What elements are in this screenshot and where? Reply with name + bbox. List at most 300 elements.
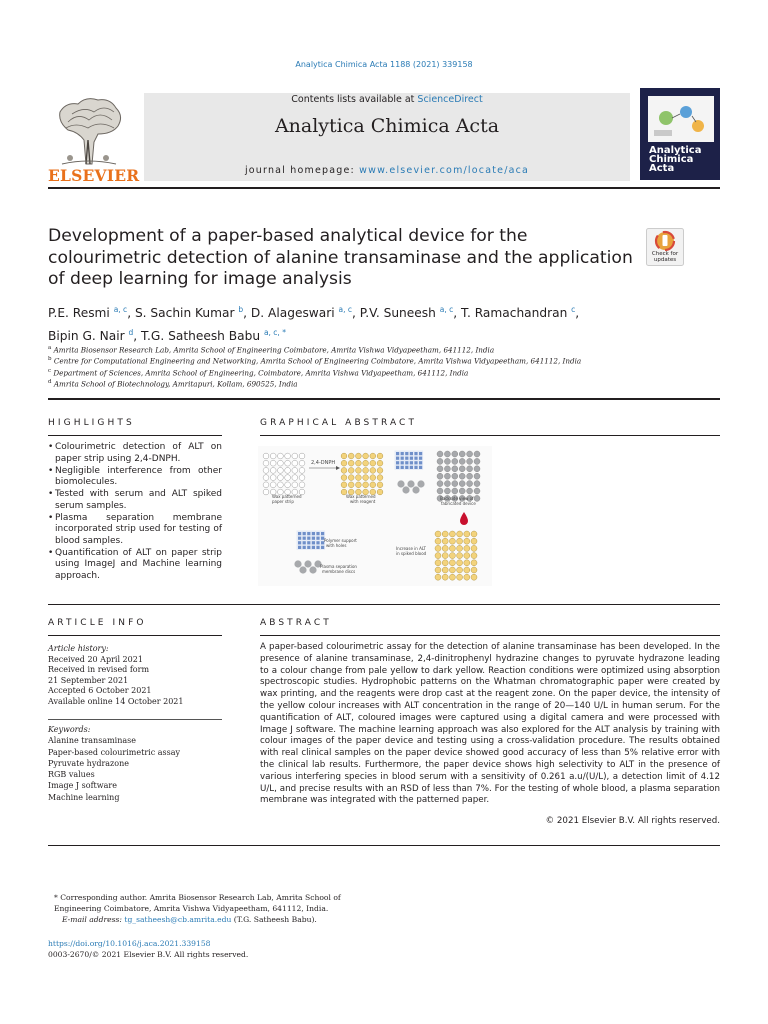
device-spot bbox=[442, 574, 448, 580]
wax-reagent-label-line: with reagent bbox=[350, 499, 376, 504]
highlight-item: • Quantification of ALT on paper strip using ImageJ and Machine learning approach. bbox=[48, 548, 222, 583]
journal-reference[interactable]: Analytica Chimica Acta 1188 (2021) 339158 bbox=[295, 60, 473, 69]
device-spot bbox=[474, 488, 480, 494]
polymer-hole bbox=[401, 461, 404, 464]
device-spot bbox=[341, 482, 347, 488]
device-spot bbox=[299, 475, 305, 481]
author-separator: , bbox=[352, 306, 360, 321]
device-spot bbox=[467, 458, 473, 464]
device-spot bbox=[467, 466, 473, 472]
polymer-hole bbox=[312, 541, 315, 544]
keyword-item: Pyruvate hydrazone bbox=[48, 758, 129, 768]
author-affiliation-marker[interactable]: a, c bbox=[338, 305, 353, 314]
author-affiliation-marker[interactable]: a, c bbox=[439, 305, 454, 314]
device-spot bbox=[270, 482, 276, 488]
polymer-hole bbox=[414, 466, 417, 469]
history-line: Available online 14 October 2021 bbox=[48, 696, 184, 706]
contents-prefix: Contents lists available at bbox=[291, 94, 418, 105]
device-spot bbox=[348, 460, 354, 466]
polymer-hole bbox=[396, 452, 399, 455]
device-spot bbox=[457, 560, 463, 566]
email-link[interactable]: tg_satheesh@cb.amrita.edu bbox=[124, 915, 232, 924]
increase-label-line: in spiked blood bbox=[396, 551, 427, 556]
device-spot bbox=[270, 460, 276, 466]
author-affiliation-marker[interactable]: b bbox=[238, 305, 244, 314]
device-spot bbox=[464, 538, 470, 544]
article-title: Development of a paper-based analytical device for the colourimetric detection of alanine transaminase and the application of deep learning for image analysis bbox=[48, 226, 633, 289]
device-spot bbox=[457, 531, 463, 537]
device-spot bbox=[437, 458, 443, 464]
email-line bbox=[48, 914, 378, 925]
membrane-disc bbox=[402, 486, 409, 493]
device-spot bbox=[457, 567, 463, 573]
device-spot bbox=[285, 482, 291, 488]
polymer-hole bbox=[307, 541, 310, 544]
affiliation-text: Amrita Biosensor Research Lab, Amrita School of Engineering Coimbatore, Amrita Vishwa Vidyapeetham, 641112, India bbox=[53, 345, 495, 355]
device-spot bbox=[452, 473, 458, 479]
author-affiliation-marker[interactable]: d bbox=[128, 328, 134, 338]
author-name: P.V. Suneesh bbox=[359, 306, 436, 321]
polymer-hole bbox=[419, 466, 422, 469]
corresponding-author-footnote bbox=[48, 892, 378, 925]
polymer-hole bbox=[401, 452, 404, 455]
wax-reagent-label-line: Wax patterned bbox=[346, 494, 376, 499]
polymer-hole bbox=[419, 461, 422, 464]
membrane-disc bbox=[294, 560, 301, 567]
keyword-item: RGB values bbox=[48, 770, 95, 780]
device-spot bbox=[263, 489, 269, 495]
device-spot bbox=[471, 553, 477, 559]
author-separator: , bbox=[453, 306, 461, 321]
device-spot bbox=[471, 531, 477, 537]
affiliation-item bbox=[48, 355, 708, 366]
polymer-hole bbox=[298, 546, 301, 549]
history-line: 21 September 2021 bbox=[48, 675, 129, 685]
device-spot bbox=[435, 538, 441, 544]
author-separator: , bbox=[575, 306, 580, 321]
highlights-list bbox=[48, 442, 222, 583]
device-spot bbox=[278, 482, 284, 488]
device-spot bbox=[457, 553, 463, 559]
device-spot bbox=[363, 475, 369, 481]
polymer-hole bbox=[316, 541, 319, 544]
affiliation-label: c bbox=[48, 367, 52, 374]
device-spot bbox=[356, 482, 362, 488]
device-spot bbox=[278, 460, 284, 466]
device-spot bbox=[270, 468, 276, 474]
highlights-section-divider bbox=[48, 604, 720, 605]
membrane-disc bbox=[397, 480, 404, 487]
affiliations-divider bbox=[48, 398, 720, 400]
device-spot bbox=[348, 475, 354, 481]
device-spot bbox=[285, 468, 291, 474]
device-spot bbox=[377, 482, 383, 488]
device-spot bbox=[435, 545, 441, 551]
membrane-disc bbox=[299, 566, 306, 573]
cover-title-line: Chimica bbox=[649, 154, 694, 165]
device-spot bbox=[474, 481, 480, 487]
publisher-name: ELSEVIER bbox=[48, 166, 140, 185]
device-spot bbox=[444, 488, 450, 494]
keywords-list bbox=[48, 724, 228, 803]
device-spot bbox=[370, 453, 376, 459]
device-spot bbox=[292, 468, 298, 474]
device-spot bbox=[452, 466, 458, 472]
author-name: P.E. Resmi bbox=[48, 306, 110, 321]
device-spot bbox=[285, 475, 291, 481]
device-spot bbox=[363, 453, 369, 459]
polymer-hole bbox=[405, 466, 408, 469]
highlights-heading: HIGHLIGHTS bbox=[48, 418, 135, 428]
affiliation-item bbox=[48, 344, 708, 355]
polymer-hole bbox=[410, 457, 413, 460]
device-spot bbox=[363, 468, 369, 474]
plasma-label-line: membrane discs bbox=[322, 569, 356, 574]
history-line: Received in revised form bbox=[48, 665, 150, 674]
device-spot bbox=[356, 460, 362, 466]
polymer-hole bbox=[414, 452, 417, 455]
polymer-hole bbox=[419, 457, 422, 460]
polymer-hole bbox=[303, 541, 306, 544]
device-spot bbox=[452, 481, 458, 487]
device-spot bbox=[263, 468, 269, 474]
device-spot bbox=[442, 560, 448, 566]
author-list bbox=[48, 300, 708, 346]
device-spot bbox=[435, 560, 441, 566]
polymer-hole bbox=[410, 461, 413, 464]
device-spot bbox=[449, 560, 455, 566]
device-spot bbox=[435, 553, 441, 559]
device-spot bbox=[263, 460, 269, 466]
device-spot bbox=[464, 567, 470, 573]
cover-illustration bbox=[640, 88, 720, 146]
polymer-label-line: with holes bbox=[326, 543, 347, 548]
polymer-hole bbox=[405, 452, 408, 455]
device-spot bbox=[449, 574, 455, 580]
device-spot bbox=[348, 482, 354, 488]
device-spot bbox=[442, 545, 448, 551]
device-spot bbox=[474, 466, 480, 472]
polymer-hole bbox=[410, 452, 413, 455]
polymer-hole bbox=[405, 461, 408, 464]
contents-line bbox=[144, 93, 630, 105]
polymer-hole bbox=[312, 537, 315, 540]
device-spot bbox=[449, 531, 455, 537]
device-spot bbox=[467, 451, 473, 457]
membrane-disc bbox=[412, 486, 419, 493]
article-history bbox=[48, 644, 228, 707]
device-spot bbox=[437, 466, 443, 472]
device-spot bbox=[459, 458, 465, 464]
plasma-label-line: Plasma separation bbox=[320, 564, 357, 569]
device-spot bbox=[471, 560, 477, 566]
keyword-item: Alanine transaminase bbox=[48, 736, 136, 746]
device-spot bbox=[452, 458, 458, 464]
device-spot bbox=[370, 460, 376, 466]
polymer-hole bbox=[298, 537, 301, 540]
graphical-abstract-figure bbox=[258, 446, 492, 586]
polymer-hole bbox=[307, 532, 310, 535]
device-spot bbox=[471, 567, 477, 573]
device-spot bbox=[442, 531, 448, 537]
polymer-hole bbox=[414, 457, 417, 460]
device-spot bbox=[278, 475, 284, 481]
device-spot bbox=[464, 574, 470, 580]
graphical-abstract-heading: GRAPHICAL ABSTRACT bbox=[260, 418, 418, 428]
polymer-grid-top bbox=[395, 451, 424, 470]
keyword-item: Machine learning bbox=[48, 792, 120, 802]
device-spot bbox=[270, 453, 276, 459]
abstract-copyright: © 2021 Elsevier B.V. All rights reserved. bbox=[545, 816, 720, 826]
affiliation-text: Amrita School of Biotechnology, Amritapuri, Kollam, 690525, India bbox=[53, 379, 298, 389]
device-spot bbox=[435, 567, 441, 573]
device-spot bbox=[459, 466, 465, 472]
device-spot bbox=[474, 473, 480, 479]
polymer-hole bbox=[316, 537, 319, 540]
device-spot bbox=[348, 453, 354, 459]
polymer-hole bbox=[298, 532, 301, 535]
device-spot bbox=[459, 481, 465, 487]
device-spot bbox=[377, 460, 383, 466]
author-separator: , bbox=[133, 329, 142, 344]
device-spot bbox=[299, 453, 305, 459]
device-spot bbox=[341, 475, 347, 481]
device-spot bbox=[464, 531, 470, 537]
device-spot bbox=[449, 538, 455, 544]
abstract-body: A paper-based colourimetric assay for the detection of alanine transaminase has been developed. In the presence of alanine transaminase, 2,4-dinitrophenyl hydrazine changes to pyruvate hydrazone leading to a colour change from pale yellow to dark yellow. Reaction conditions were optimized using absorption spectroscopic studies. Hydrophobic patterns on the Whatman chromatographic paper were created by wax printing, and the reagents were drop cast at the reagent zone. On the paper device, the intensity of the yellow colour increases with ALT concentration in the range of 20—140 U/L in human serum. For the quantification of ALT, coloured images were captured using a digital camera and were processed with Image J software. The machine learning approach was also explored for the ALT analysis by training with colour images of the paper device and testing using a cross-validation procedure. The results obtained with real clinical samples on the paper device showed good accuracy of less than 5% relative error with the clinical lab results. Furthermore, the paper device shows high selectivity to ALT in the presence of various interfering species in blood serum with a sensitivity of 0.261 a.u/(U/L), a detection limit of 4.12 U/L, and precise results with an RSD of less than 7%. For the testing of whole blood, a plasma separation membrane was integrated with the patterned paper. bbox=[260, 642, 720, 806]
membrane-disc bbox=[407, 480, 414, 487]
author-name: T.G. Satheesh Babu bbox=[141, 329, 261, 344]
highlight-item: • Tested with serum and ALT spiked serum samples. bbox=[48, 489, 222, 512]
crossmark-label: Check for updates bbox=[651, 251, 679, 263]
device-spot bbox=[263, 453, 269, 459]
device-spot bbox=[437, 473, 443, 479]
affiliation-label: d bbox=[48, 378, 52, 385]
device-spot bbox=[270, 475, 276, 481]
device-spot bbox=[341, 460, 347, 466]
device-spot bbox=[278, 468, 284, 474]
device-spot bbox=[452, 488, 458, 494]
membrane-disc bbox=[309, 566, 316, 573]
device-spot bbox=[457, 538, 463, 544]
polymer-hole bbox=[396, 466, 399, 469]
device-spot bbox=[449, 545, 455, 551]
device-spot bbox=[341, 453, 347, 459]
device-spot bbox=[377, 489, 383, 495]
history-label: Article history: bbox=[48, 644, 109, 653]
polymer-grid-bottom bbox=[297, 531, 326, 550]
polymer-hole bbox=[414, 461, 417, 464]
increase-label-line: Increase in ALT bbox=[396, 546, 426, 551]
polymer-hole bbox=[321, 532, 324, 535]
highlight-item: • Negligible interference from other biomolecules. bbox=[48, 466, 222, 489]
device-spot bbox=[471, 545, 477, 551]
issn-line: 0003-2670/© 2021 Elsevier B.V. All rights reserved. bbox=[48, 950, 249, 959]
polymer-hole bbox=[316, 532, 319, 535]
device-spot bbox=[464, 560, 470, 566]
device-spot bbox=[464, 553, 470, 559]
device-spot bbox=[444, 473, 450, 479]
wax-strip-label-line: Wax patterned bbox=[272, 494, 302, 499]
author-affiliation-marker[interactable]: a, c, * bbox=[263, 328, 286, 338]
highlights-rule bbox=[48, 435, 222, 436]
keywords-rule bbox=[48, 719, 222, 720]
affiliation-text: Centre for Computational Engineering and Networking, Amrita School of Engineering Coimbatore, Amrita Vishwa Vidyapeetham, 641112, India bbox=[53, 356, 582, 366]
device-spot bbox=[459, 451, 465, 457]
device-spot bbox=[299, 468, 305, 474]
homepage-link[interactable]: www.elsevier.com/locate/aca bbox=[359, 165, 530, 176]
device-spot bbox=[299, 482, 305, 488]
author-name: T. Ramachandran bbox=[460, 306, 568, 321]
polymer-hole bbox=[410, 466, 413, 469]
polymer-label-line: Polymer support bbox=[324, 538, 357, 543]
device-spot bbox=[444, 481, 450, 487]
reagent-label: 2,4-DNPH bbox=[311, 460, 336, 466]
journal-masthead bbox=[144, 93, 630, 181]
affiliation-item bbox=[48, 378, 708, 389]
device-spot bbox=[449, 567, 455, 573]
author-name: S. Sachin Kumar bbox=[134, 306, 235, 321]
device-spot bbox=[370, 482, 376, 488]
polymer-hole bbox=[312, 546, 315, 549]
device-spot bbox=[471, 574, 477, 580]
device-spot bbox=[449, 553, 455, 559]
membrane-disc bbox=[304, 560, 311, 567]
affiliation-item bbox=[48, 367, 708, 378]
graphical-abstract-rule bbox=[260, 435, 720, 436]
device-spot bbox=[442, 538, 448, 544]
device-spot bbox=[292, 482, 298, 488]
wax-strip-label-line: paper strip bbox=[272, 499, 294, 504]
backside-label-line: Backside view of bbox=[440, 496, 474, 501]
device-spot bbox=[363, 460, 369, 466]
device-spot bbox=[444, 466, 450, 472]
device-spot bbox=[442, 553, 448, 559]
header-divider bbox=[48, 187, 720, 189]
device-spot bbox=[437, 481, 443, 487]
doi-link[interactable]: https://doi.org/10.1016/j.aca.2021.339158 bbox=[48, 939, 211, 948]
polymer-hole bbox=[401, 457, 404, 460]
device-spot bbox=[435, 574, 441, 580]
journal-cover-image bbox=[640, 88, 720, 180]
article-info-rule bbox=[48, 635, 222, 636]
author-name: Bipin G. Nair bbox=[48, 329, 125, 344]
polymer-hole bbox=[419, 452, 422, 455]
journal-name: Analytica Chimica Acta bbox=[274, 115, 500, 137]
abstract-heading: ABSTRACT bbox=[260, 618, 332, 628]
author-separator: , bbox=[243, 306, 251, 321]
device-spot bbox=[452, 451, 458, 457]
polymer-hole bbox=[316, 546, 319, 549]
polymer-hole bbox=[298, 541, 301, 544]
author-name: D. Alageswari bbox=[250, 306, 335, 321]
abstract-rule bbox=[260, 635, 720, 636]
membrane-disc bbox=[417, 480, 424, 487]
author-separator: , bbox=[127, 306, 135, 321]
device-spot bbox=[474, 458, 480, 464]
cover-title-line: Analytica bbox=[649, 145, 702, 156]
highlight-item: • Plasma separation membrane incorporated strip used for testing of blood samples. bbox=[48, 513, 222, 548]
device-spot bbox=[263, 482, 269, 488]
keyword-item: Paper-based colourimetric assay bbox=[48, 747, 180, 757]
device-spot bbox=[278, 453, 284, 459]
device-spot bbox=[467, 488, 473, 494]
sciencedirect-link[interactable]: ScienceDirect bbox=[417, 94, 483, 105]
device-spot bbox=[370, 468, 376, 474]
device-spot bbox=[356, 453, 362, 459]
device-spot bbox=[377, 475, 383, 481]
device-spot bbox=[442, 567, 448, 573]
polymer-hole bbox=[307, 546, 310, 549]
device-spot bbox=[435, 531, 441, 537]
body-end-divider bbox=[48, 845, 720, 846]
device-spot bbox=[437, 451, 443, 457]
device-spot bbox=[467, 481, 473, 487]
device-spot bbox=[377, 453, 383, 459]
affiliation-list bbox=[48, 344, 708, 389]
author-affiliation-marker[interactable]: c bbox=[571, 305, 576, 314]
email-owner: (T.G. Satheesh Babu). bbox=[231, 915, 317, 924]
polymer-hole bbox=[303, 537, 306, 540]
history-line: Accepted 6 October 2021 bbox=[48, 686, 152, 695]
device-spot bbox=[263, 475, 269, 481]
article-info-heading: ARTICLE INFO bbox=[48, 618, 147, 628]
history-line: Received 20 April 2021 bbox=[48, 654, 143, 664]
polymer-hole bbox=[396, 461, 399, 464]
device-spot bbox=[292, 453, 298, 459]
device-spot bbox=[444, 458, 450, 464]
device-spot bbox=[474, 451, 480, 457]
highlight-item: • Colourimetric detection of ALT on paper strip using 2,4-DNPH. bbox=[48, 442, 222, 465]
journal-homepage-line bbox=[144, 165, 630, 176]
device-spot bbox=[457, 574, 463, 580]
device-spot bbox=[459, 473, 465, 479]
device-spot bbox=[299, 460, 305, 466]
device-spot bbox=[341, 468, 347, 474]
device-spot bbox=[464, 545, 470, 551]
corresponding-text: * Corresponding author. Amrita Biosensor Research Lab, Amrita School of Engineering Coimbatore, Amrita Vishwa Vidyapeetham, 641112, India. bbox=[54, 893, 341, 913]
device-spot bbox=[467, 473, 473, 479]
device-spot bbox=[292, 460, 298, 466]
keyword-item: Image J software bbox=[48, 781, 117, 791]
device-spot bbox=[363, 482, 369, 488]
polymer-hole bbox=[303, 532, 306, 535]
cover-title-line: Acta bbox=[649, 163, 675, 174]
keywords-label: Keywords: bbox=[48, 725, 91, 734]
affiliation-label: b bbox=[48, 356, 52, 363]
polymer-hole bbox=[303, 546, 306, 549]
polymer-hole bbox=[405, 457, 408, 460]
homepage-prefix: journal homepage: bbox=[244, 165, 360, 176]
author-affiliation-marker[interactable]: a, c bbox=[113, 305, 128, 314]
device-spot bbox=[285, 453, 291, 459]
device-spot bbox=[459, 488, 465, 494]
device-spot bbox=[437, 488, 443, 494]
device-spot bbox=[377, 468, 383, 474]
polymer-hole bbox=[307, 537, 310, 540]
affiliation-text: Department of Sciences, Amrita School of Engineering, Coimbatore, Amrita Vishwa Vidyapeetham, 641112, India bbox=[53, 367, 469, 377]
device-spot bbox=[457, 545, 463, 551]
device-spot bbox=[471, 538, 477, 544]
cover-title bbox=[649, 146, 701, 173]
email-label: E-mail address: bbox=[62, 915, 125, 924]
polymer-hole bbox=[396, 457, 399, 460]
device-spot bbox=[444, 451, 450, 457]
device-spot bbox=[292, 475, 298, 481]
device-spot bbox=[370, 475, 376, 481]
device-spot bbox=[285, 460, 291, 466]
polymer-hole bbox=[401, 466, 404, 469]
